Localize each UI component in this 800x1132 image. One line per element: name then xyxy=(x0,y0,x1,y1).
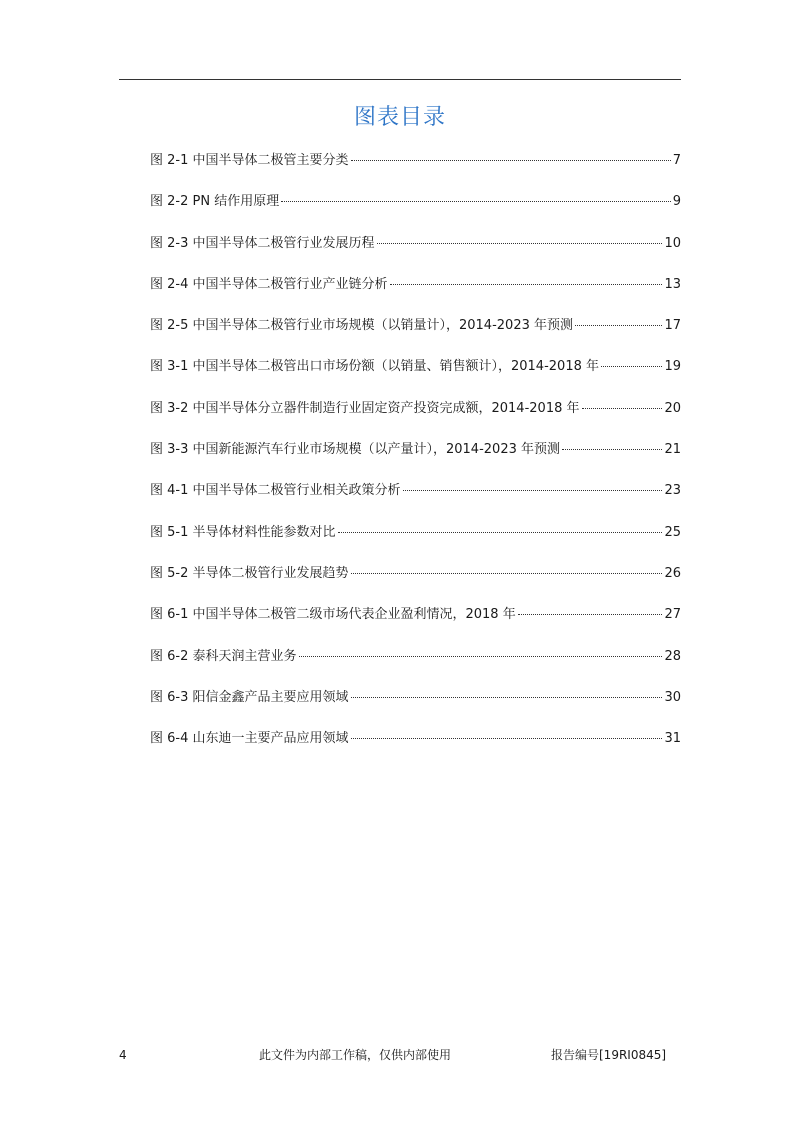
dot-leader xyxy=(338,532,663,533)
toc-entry[interactable] xyxy=(150,314,681,355)
toc-entry-page: 21 xyxy=(664,442,681,458)
toc-entry[interactable] xyxy=(150,397,681,438)
dot-leader xyxy=(390,284,663,285)
dot-leader xyxy=(377,243,663,244)
toc-entry-label: 图 5-1 半导体材料性能参数对比 xyxy=(150,524,336,540)
toc-entry-page: 26 xyxy=(664,565,681,581)
dot-leader xyxy=(582,408,663,409)
dot-leader xyxy=(562,449,662,450)
footer-page-number: 4 xyxy=(119,1048,127,1062)
toc-entry-page: 10 xyxy=(664,235,681,251)
dot-leader xyxy=(299,656,663,657)
header-rule xyxy=(119,79,681,80)
toc-entry-label: 图 3-2 中国半导体分立器件制造行业固定资产投资完成额，2014-2018 年 xyxy=(150,400,580,416)
toc-entry-label: 图 3-3 中国新能源汽车行业市场规模（以产量计），2014-2023 年预测 xyxy=(150,442,560,458)
toc-entry[interactable] xyxy=(150,355,681,396)
toc-entry-label: 图 6-3 阳信金鑫产品主要应用领域 xyxy=(150,689,349,705)
toc-entry-label: 图 5-2 半导体二极管行业发展趋势 xyxy=(150,565,349,581)
toc-entry[interactable] xyxy=(150,727,681,768)
page-title: 图表目录 xyxy=(353,105,446,130)
toc-entry-page: 20 xyxy=(664,400,681,416)
dot-leader xyxy=(351,697,663,698)
toc-entry[interactable] xyxy=(150,562,681,603)
toc-entry-page: 27 xyxy=(664,607,681,623)
toc-entry-page: 13 xyxy=(664,276,681,292)
toc-entry-label: 图 3-1 中国半导体二极管出口市场份额（以销量、销售额计），2014-2018 年 xyxy=(150,359,599,375)
toc-entry-label: 图 2-4 中国半导体二极管行业产业链分析 xyxy=(150,276,388,292)
figure-list xyxy=(150,149,681,768)
toc-entry[interactable] xyxy=(150,232,681,273)
dot-leader xyxy=(403,490,663,491)
footer-report-id: 报告编号[19RI0845] xyxy=(551,1048,667,1062)
toc-entry-page: 23 xyxy=(664,483,681,499)
toc-entry-page: 28 xyxy=(664,648,681,664)
dot-leader xyxy=(601,366,662,367)
dot-leader xyxy=(281,201,671,202)
toc-entry-page: 25 xyxy=(664,524,681,540)
toc-entry[interactable] xyxy=(150,438,681,479)
toc-entry-page: 31 xyxy=(664,731,681,747)
toc-entry-page: 7 xyxy=(672,153,681,168)
toc-entry-label: 图 2-2 PN 结作用原理 xyxy=(150,194,280,210)
toc-entry-label: 图 2-5 中国半导体二极管行业市场规模（以销量计），2014-2023 年预测 xyxy=(150,318,573,334)
toc-entry[interactable] xyxy=(150,645,681,686)
toc-entry[interactable] xyxy=(150,479,681,520)
dot-leader xyxy=(518,614,663,615)
toc-entry-page: 30 xyxy=(664,689,681,705)
dot-leader xyxy=(351,160,671,161)
toc-entry-label: 图 6-1 中国半导体二极管二级市场代表企业盈利情况，2018 年 xyxy=(150,607,516,623)
toc-entry-page: 19 xyxy=(664,359,681,375)
dot-leader xyxy=(351,738,663,739)
toc-entry-page: 9 xyxy=(672,194,681,210)
toc-entry-label: 图 6-2 泰科天润主营业务 xyxy=(150,648,297,664)
toc-entry-label: 图 2-1 中国半导体二极管主要分类 xyxy=(150,153,349,168)
toc-entry[interactable] xyxy=(150,190,681,231)
toc-entry[interactable] xyxy=(150,603,681,644)
toc-entry[interactable] xyxy=(150,149,681,190)
toc-entry[interactable] xyxy=(150,686,681,727)
dot-leader xyxy=(351,573,663,574)
dot-leader xyxy=(575,325,662,326)
toc-entry-page: 17 xyxy=(664,318,681,334)
footer-confidential-note: 此文件为内部工作稿，仅供内部使用 xyxy=(259,1048,452,1062)
toc-entry[interactable] xyxy=(150,521,681,562)
toc-entry-label: 图 6-4 山东迪一主要产品应用领域 xyxy=(150,731,349,747)
toc-entry-label: 图 2-3 中国半导体二极管行业发展历程 xyxy=(150,235,375,251)
toc-entry[interactable] xyxy=(150,273,681,314)
toc-entry-label: 图 4-1 中国半导体二极管行业相关政策分析 xyxy=(150,483,401,499)
